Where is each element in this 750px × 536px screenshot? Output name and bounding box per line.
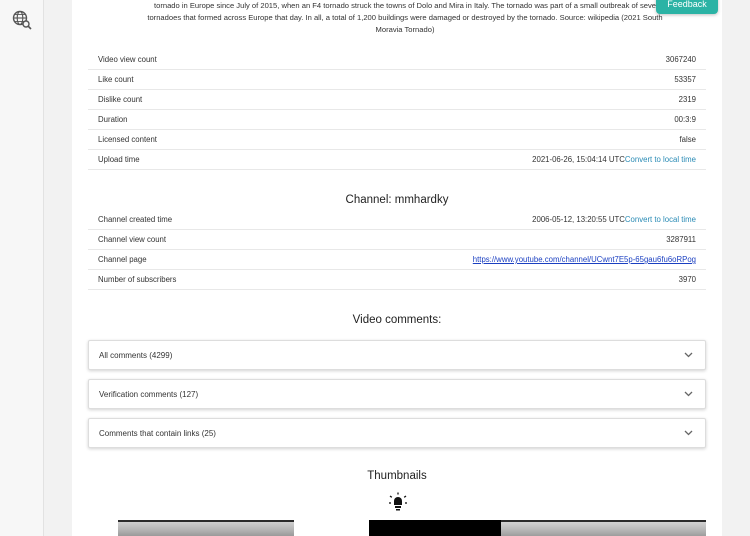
channel-title: Channel: mmhardky — [345, 194, 449, 206]
verification-comments-panel[interactable] — [88, 379, 706, 409]
table-row — [88, 250, 706, 270]
chevron-down-icon[interactable] — [683, 389, 693, 399]
channel-created-value: 2006-05-12, 13:20:55 UTC — [532, 215, 625, 224]
table-row — [88, 230, 706, 250]
thumbnail-image[interactable] — [501, 520, 706, 536]
panel-label: All comments (4299) — [99, 350, 173, 360]
table-row — [88, 70, 706, 90]
row-value: 53357 — [674, 75, 696, 84]
row-value: 3970 — [678, 275, 696, 284]
video-description — [100, 0, 710, 36]
chevron-down-icon[interactable] — [683, 350, 693, 360]
panel-label: Verification comments (127) — [99, 389, 199, 399]
row-value: 3067240 — [665, 55, 696, 64]
comments-title: Video comments: — [352, 314, 442, 326]
row-label: Channel page — [98, 255, 147, 264]
convert-local-time-link[interactable]: Convert to local time — [624, 215, 696, 224]
row-value: 00:3:9 — [674, 115, 696, 124]
all-comments-panel[interactable] — [88, 340, 706, 370]
table-row — [88, 210, 706, 230]
left-rail — [0, 0, 44, 536]
row-label: Channel view count — [98, 235, 167, 244]
row-label: Licensed content — [98, 135, 157, 144]
convert-local-time-link[interactable]: Convert to local time — [624, 155, 696, 164]
link-comments-panel[interactable] — [88, 418, 706, 448]
table-row — [88, 110, 706, 130]
row-value: 2319 — [678, 95, 696, 104]
thumbnail-image[interactable] — [118, 520, 294, 536]
table-row — [88, 270, 706, 290]
description-line: tornadoes that formed across Europe that day. In all, a total of 1,200 buildings were damaged or destroyed by the tornado. Source: wikipedia (2021 South — [147, 13, 663, 22]
row-value: 3287911 — [666, 235, 696, 244]
description-line: tornado in Europe since July of 2015, when an F4 tornado struck the towns of Dolo and Mira in Italy. The tornado was part of a small outbreak of seve — [153, 1, 657, 10]
row-label: Channel created time — [98, 215, 173, 224]
upload-time-value: 2021-06-26, 15:04:14 UTC — [532, 155, 625, 164]
lightbulb-icon[interactable] — [388, 492, 408, 512]
globe-search-icon[interactable] — [11, 9, 33, 31]
row-label: Video view count — [98, 55, 157, 64]
row-label: Dislike count — [98, 95, 143, 104]
row-label: Number of subscribers — [98, 275, 177, 284]
table-row — [88, 90, 706, 110]
main-content — [72, 0, 722, 536]
row-label: Like count — [98, 75, 134, 84]
description-line: Moravia Tornado) — [375, 25, 435, 34]
video-stats-table — [88, 50, 706, 170]
table-row — [88, 130, 706, 150]
row-label: Upload time — [98, 155, 140, 164]
row-label: Duration — [98, 115, 128, 124]
feedback-button[interactable]: Feedback — [656, 0, 718, 14]
row-value: false — [679, 135, 696, 144]
channel-page-link[interactable]: https://www.youtube.com/channel/UCwnt7E5p-65gau6fu6oRPog — [472, 255, 696, 264]
table-row — [88, 150, 706, 170]
table-row — [88, 50, 706, 70]
chevron-down-icon[interactable] — [683, 428, 693, 438]
thumbnails-title: Thumbnails — [367, 470, 427, 482]
panel-label: Comments that contain links (25) — [99, 428, 216, 438]
row-value — [532, 215, 696, 224]
thumbnail-image[interactable] — [369, 520, 501, 536]
row-value — [532, 155, 696, 164]
channel-table — [88, 210, 706, 290]
